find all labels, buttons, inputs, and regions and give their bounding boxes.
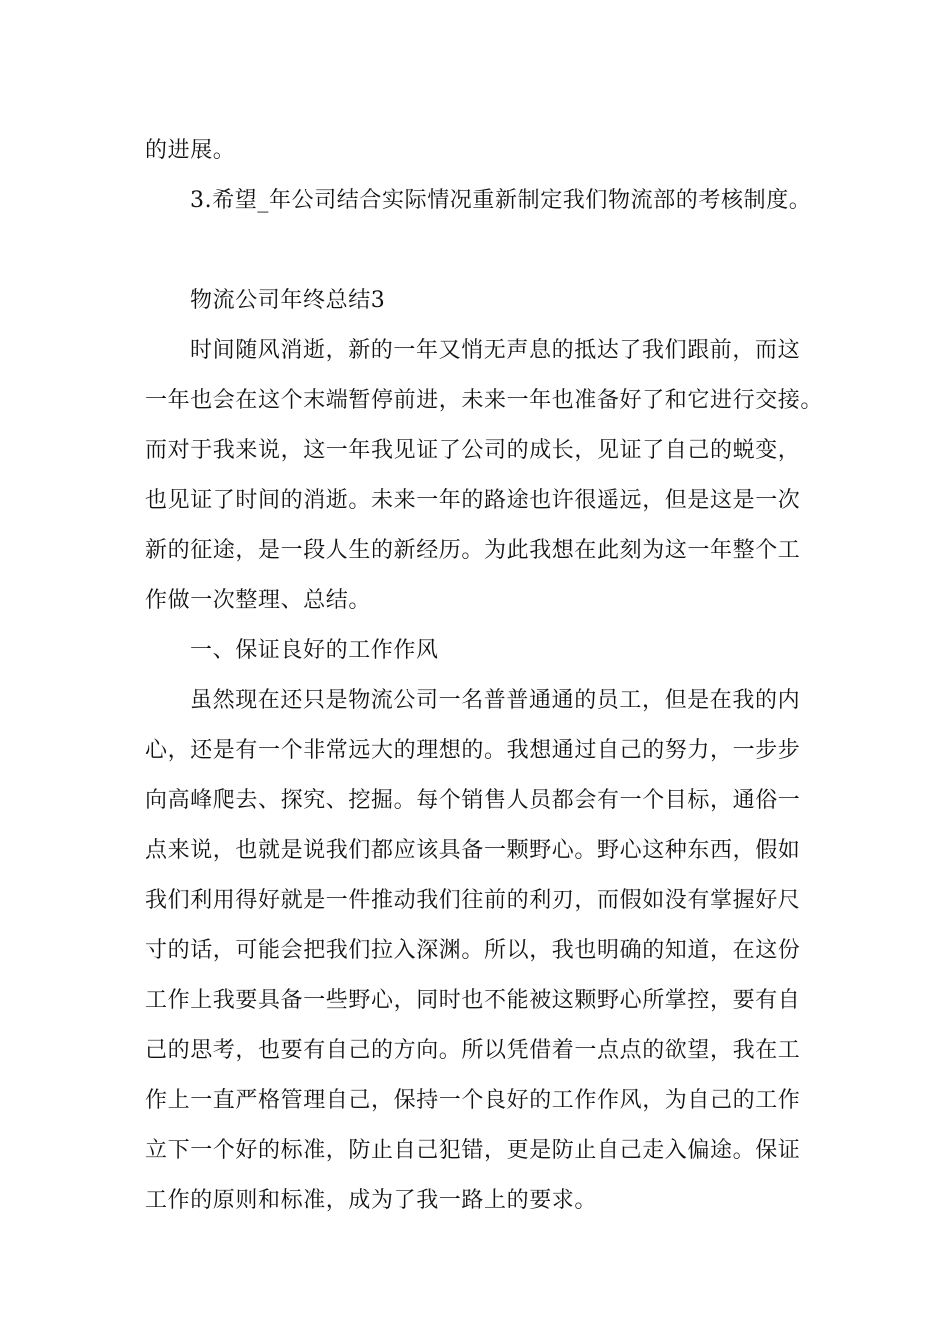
- subsection-heading: 一、保证良好的工作作风: [190, 638, 439, 663]
- paragraph-line: 的进展。: [145, 138, 236, 163]
- paragraph-line: 立下一个好的标准，防止自己犯错，更是防止自己走入偏途。保证: [145, 1138, 801, 1163]
- paragraph-line: 我们利用得好就是一件推动我们往前的利刃，而假如没有掌握好尺: [145, 888, 801, 913]
- paragraph-line: 工作上我要具备一些野心，同时也不能被这颗野心所掌控，要有自: [145, 988, 801, 1013]
- paragraph-line: 作上一直严格管理自己，保持一个良好的工作作风，为自己的工作: [145, 1088, 801, 1113]
- paragraph-line: 工作的原则和标准，成为了我一路上的要求。: [145, 1188, 598, 1213]
- paragraph-line: 己的思考，也要有自己的方向。所以凭借着一点点的欲望，我在工: [145, 1038, 801, 1063]
- numbered-item: 3.希望_年公司结合实际情况重新制定我们物流部的考核制度。: [190, 188, 812, 213]
- paragraph-line: 一年也会在这个末端暂停前进，未来一年也准备好了和它进行交接。: [145, 388, 824, 413]
- paragraph-line: 向高峰爬去、探究、挖掘。每个销售人员都会有一个目标，通俗一: [145, 788, 801, 813]
- paragraph-line: 虽然现在还只是物流公司一名普普通通的员工，但是在我的内: [190, 688, 801, 713]
- paragraph-line: 寸的话，可能会把我们拉入深渊。所以，我也明确的知道，在这份: [145, 938, 801, 963]
- paragraph-line: 作做一次整理、总结。: [145, 588, 372, 613]
- paragraph-line: 时间随风消逝，新的一年又悄无声息的抵达了我们跟前，而这: [190, 338, 801, 363]
- section-heading: 物流公司年终总结3: [190, 288, 386, 313]
- paragraph-line: 心，还是有一个非常远大的理想的。我想通过自己的努力，一步步: [145, 738, 801, 763]
- paragraph-line: 也见证了时间的消逝。未来一年的路途也许很遥远，但是这是一次: [145, 488, 801, 513]
- paragraph-line: 而对于我来说，这一年我见证了公司的成长，见证了自己的蜕变，: [145, 438, 801, 463]
- paragraph-line: 点来说，也就是说我们都应该具备一颗野心。野心这种东西，假如: [145, 838, 801, 863]
- paragraph-line: 新的征途，是一段人生的新经历。为此我想在此刻为这一年整个工: [145, 538, 801, 563]
